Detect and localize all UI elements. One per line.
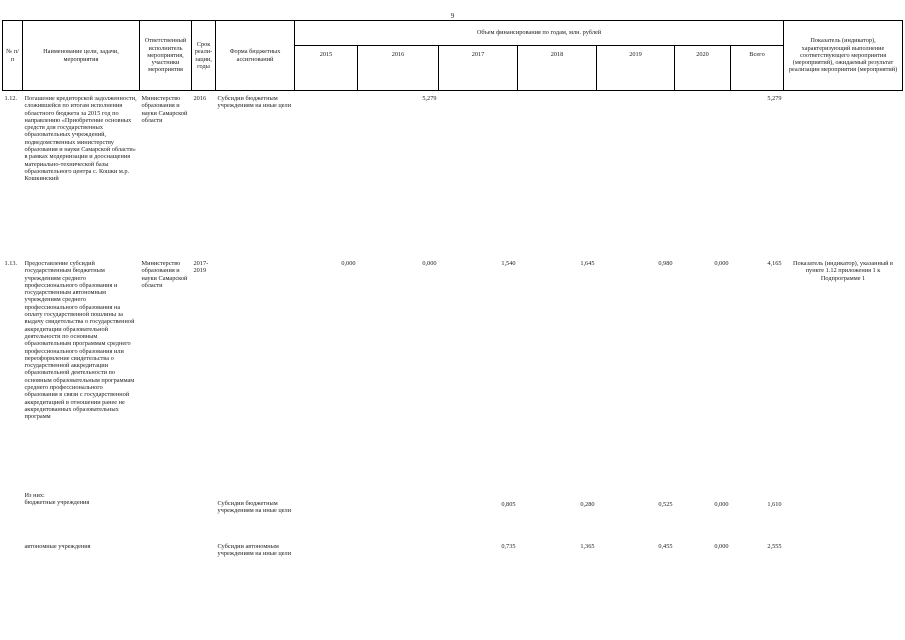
- sub-row-value-2018: 1,365: [580, 543, 595, 550]
- sub-row-value-2017: 0,805: [501, 501, 516, 508]
- row-value-2018: [518, 91, 597, 241]
- header-responsible: Ответственный исполнитель мероприятия, участники мероприятия: [140, 21, 192, 91]
- row-value-2018: 1,645: [580, 260, 595, 267]
- row-responsible-empty: [140, 492, 192, 541]
- sub-row-label: бюджетные учреждения: [24, 499, 90, 507]
- table-row: [3, 541, 903, 573]
- sub-row-value-2016: [358, 492, 439, 541]
- header-name: Наименование цели, задачи, мероприятия: [23, 21, 140, 91]
- sub-row-value-total: 1,610: [767, 501, 782, 508]
- header-year-2017: 2017: [439, 46, 518, 91]
- table-row: [3, 492, 903, 541]
- row-num-empty: [3, 541, 23, 573]
- row-num-empty: [3, 492, 23, 541]
- sub-row-form: Субсидии бюджетным учреждениям на иные цели: [217, 500, 292, 515]
- header-num: № п/п: [3, 21, 23, 91]
- row-value-2016: 0,000: [422, 260, 437, 267]
- sub-row-value-2020: 0,000: [714, 543, 729, 550]
- page-number: 9: [450, 12, 455, 20]
- budget-table: [2, 20, 903, 573]
- row-term: 2017-2019: [193, 260, 209, 275]
- sub-row-value-2020: 0,000: [714, 501, 729, 508]
- header-row: [3, 21, 903, 46]
- sub-row-value-2019: 0,455: [658, 543, 673, 550]
- row-responsible-empty: [140, 541, 192, 573]
- header-total: Всего: [731, 46, 784, 91]
- sub-row-value-2018: 0,280: [580, 501, 595, 508]
- row-value-2020: [675, 91, 731, 241]
- sub-row-name: [23, 492, 140, 541]
- row-form: [216, 240, 295, 492]
- sub-row-form: Субсидии автономным учреждениям на иные цели: [217, 543, 292, 558]
- sub-row-value-2015: [295, 541, 358, 573]
- row-value-2015: 0,000: [341, 260, 356, 267]
- sub-row-value-2019: 0,525: [658, 501, 673, 508]
- row-value-total: 5,279: [767, 95, 782, 102]
- row-value-2016: 5,279: [422, 95, 437, 102]
- row-name: Погашение кредиторской задолженности, сложившейся по итогам исполнения областного бюджета за 2015 год по направлению «Приобретение основных средств для государственных образовательных учреждений, подведомственных министерству образования и науки Самарской области» в рамках модернизации и дооснащения материально-технической базы образовательного центра с. Кошки м.р. Кошкинский: [24, 95, 137, 183]
- header-term: Срок реали-зации, годы: [192, 21, 216, 91]
- row-term-empty: [192, 541, 216, 573]
- row-value-2020: 0,000: [714, 260, 729, 267]
- header-indicator: Показатель (индикатор), характеризующий выполнение соответствующего мероприятия (мероприятий), ожидаемый результат реализации мероприятия (мероприятий): [784, 21, 903, 91]
- row-responsible: Министерство образования и науки Самарской области: [141, 95, 188, 124]
- sub-row-value-2017: 0,735: [501, 543, 516, 550]
- sub-row-value-2015: [295, 492, 358, 541]
- row-value-2019: [597, 91, 675, 241]
- sub-row-value-2016: [358, 541, 439, 573]
- sub-row-prefix: Из них:: [24, 492, 45, 499]
- row-value-2017: 1,540: [501, 260, 516, 267]
- row-indicator-empty: [784, 492, 903, 541]
- row-indicator: Показатель (индикатор), указанный в пункте 1.12 приложения 1 к Подпрограмме 1: [793, 260, 894, 282]
- header-form: Форма бюджетных ассигнований: [216, 21, 295, 91]
- sub-row-value-total: 2,555: [767, 543, 782, 550]
- row-term: 2016: [193, 95, 207, 102]
- header-year-2018: 2018: [518, 46, 597, 91]
- row-value-total: 4,165: [767, 260, 782, 267]
- header-year-2015: 2015: [295, 46, 358, 91]
- table-row: [3, 240, 903, 492]
- row-num: 1.13.: [4, 260, 18, 267]
- row-value-2017: [439, 91, 518, 241]
- row-name: Предоставление субсидий государственным бюджетным учреждениям среднего профессионального образования и государственным автономным учреждениям среднего профессионального образования на оплату государственной пошлины за выдачу свидетельства о государственной аккредитации образовательной деятельности по основным образовательным программам среднего профессионального образования или переоформление свидетельства о государственной аккредитации образовательной деятельности по основным образовательным программам среднего профессионального образования в связи с государственной аккредитацией в отношении ранее не аккредитованных образовательных программ: [24, 260, 135, 421]
- header-year-2016: 2016: [358, 46, 439, 91]
- table-row: [3, 91, 903, 241]
- header-year-2020: 2020: [675, 46, 731, 91]
- row-num: 1.12.: [4, 95, 18, 102]
- row-responsible: Министерство образования и науки Самарской области: [141, 260, 188, 289]
- row-form: Субсидии бюджетным учреждениям на иные цели: [217, 95, 292, 110]
- sub-row-name: автономные учреждения: [24, 543, 91, 550]
- row-value-2019: 0,980: [658, 260, 673, 267]
- row-term-empty: [192, 492, 216, 541]
- row-indicator-empty: [784, 541, 903, 573]
- header-funding-group: Объем финансирования по годам, млн. рублей: [295, 21, 784, 46]
- row-indicator: [784, 91, 903, 241]
- row-value-2015: [295, 91, 358, 241]
- header-year-2019: 2019: [597, 46, 675, 91]
